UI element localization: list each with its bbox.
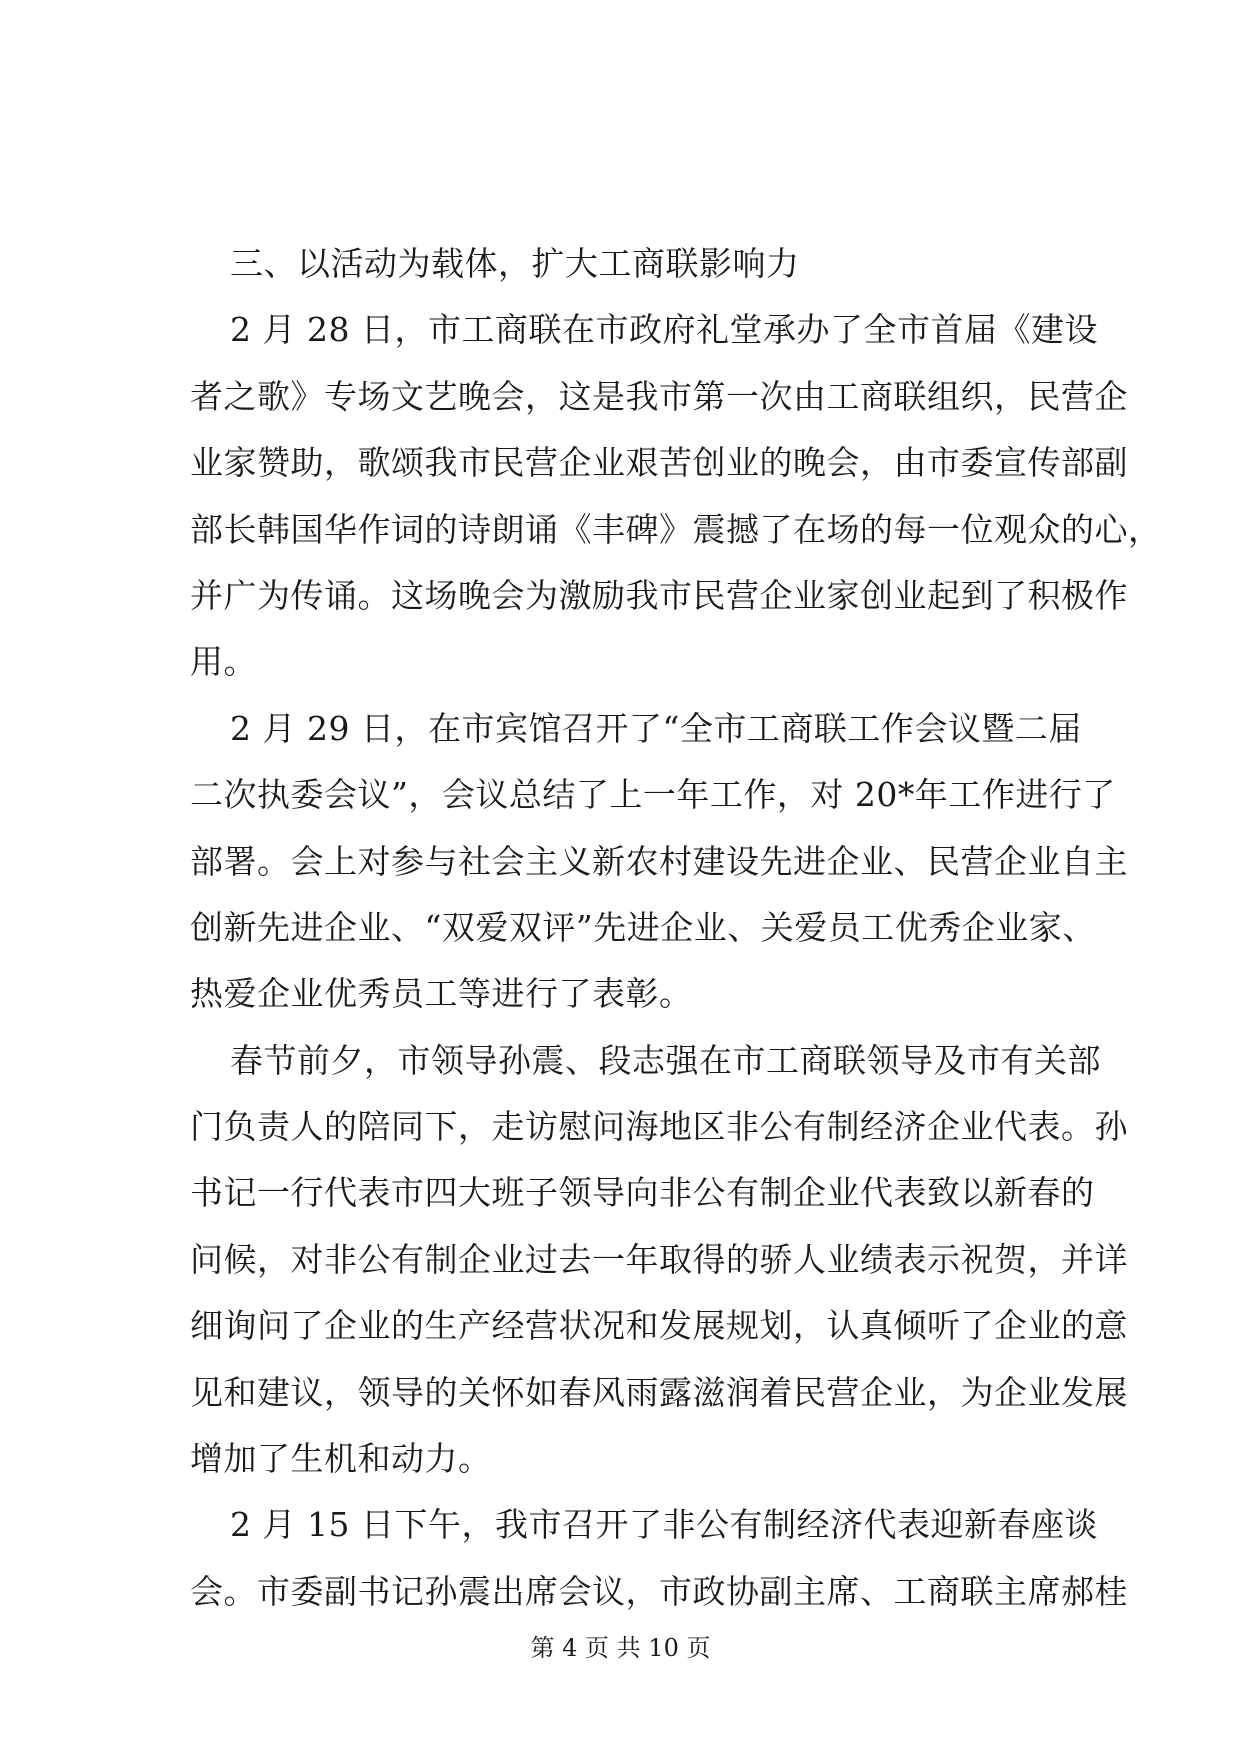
text-line: 2 月 15 日下午，我市召开了非公有制经济代表迎新春座谈 bbox=[230, 1505, 1098, 1545]
text-line: 问候，对非公有制企业过去一年取得的骄人业绩表示祝贺，并详 bbox=[190, 1239, 1128, 1279]
text-line: 2 月 28 日，市工商联在市政府礼堂承办了全市首届《建设 bbox=[230, 310, 1098, 350]
text-line: 见和建议，领导的关怀如春风雨露滋润着民营企业，为企业发展 bbox=[190, 1372, 1128, 1412]
text-line: 门负责人的陪同下，走访慰问海地区非公有制经济企业代表。孙 bbox=[190, 1107, 1128, 1147]
text-line: 二次执委会议”，会议总结了上一年工作，对 20*年工作进行了 bbox=[190, 775, 1116, 815]
text-line: 细询问了企业的生产经营状况和发展规划，认真倾听了企业的意 bbox=[190, 1306, 1128, 1346]
text-line: 春节前夕，市领导孙震、段志强在市工商联领导及市有关部 bbox=[230, 1040, 1101, 1080]
text-line: 热爱企业优秀员工等进行了表彰。 bbox=[190, 974, 693, 1014]
text-line: 书记一行代表市四大班子领导向非公有制企业代表致以新春的 bbox=[190, 1173, 1095, 1213]
page-footer: 第 4 页 共 10 页 bbox=[530, 1634, 711, 1662]
text-line: 增加了生机和动力。 bbox=[190, 1439, 492, 1479]
text-line: 三、以活动为载体，扩大工商联影响力 bbox=[230, 244, 800, 283]
text-line: 部署。会上对参与社会主义新农村建设先进企业、民营企业自主 bbox=[190, 841, 1128, 881]
text-line: 用。 bbox=[190, 642, 257, 682]
text-line: 创新先进企业、“双爱双评”先进企业、关爱员工优秀企业家、 bbox=[190, 907, 1096, 947]
text-line: 业家赞助，歌颂我市民营企业艰苦创业的晚会，由市委宣传部副 bbox=[190, 443, 1128, 483]
document-body bbox=[190, 231, 1162, 1625]
text-line: 2 月 29 日，在市宾馆召开了“全市工商联工作会议暨二届 bbox=[230, 708, 1082, 748]
text-line: 者之歌》专场文艺晚会，这是我市第一次由工商联组织，民营企 bbox=[190, 376, 1128, 416]
text-line: 并广为传诵。这场晚会为激励我市民营企业家创业起到了积极作 bbox=[190, 575, 1128, 615]
text-line: 部长韩国华作词的诗朗诵《丰碑》震撼了在场的每一位观众的心， bbox=[190, 509, 1162, 549]
text-line: 会。市委副书记孙震出席会议，市政协副主席、工商联主席郝桂 bbox=[190, 1571, 1128, 1611]
